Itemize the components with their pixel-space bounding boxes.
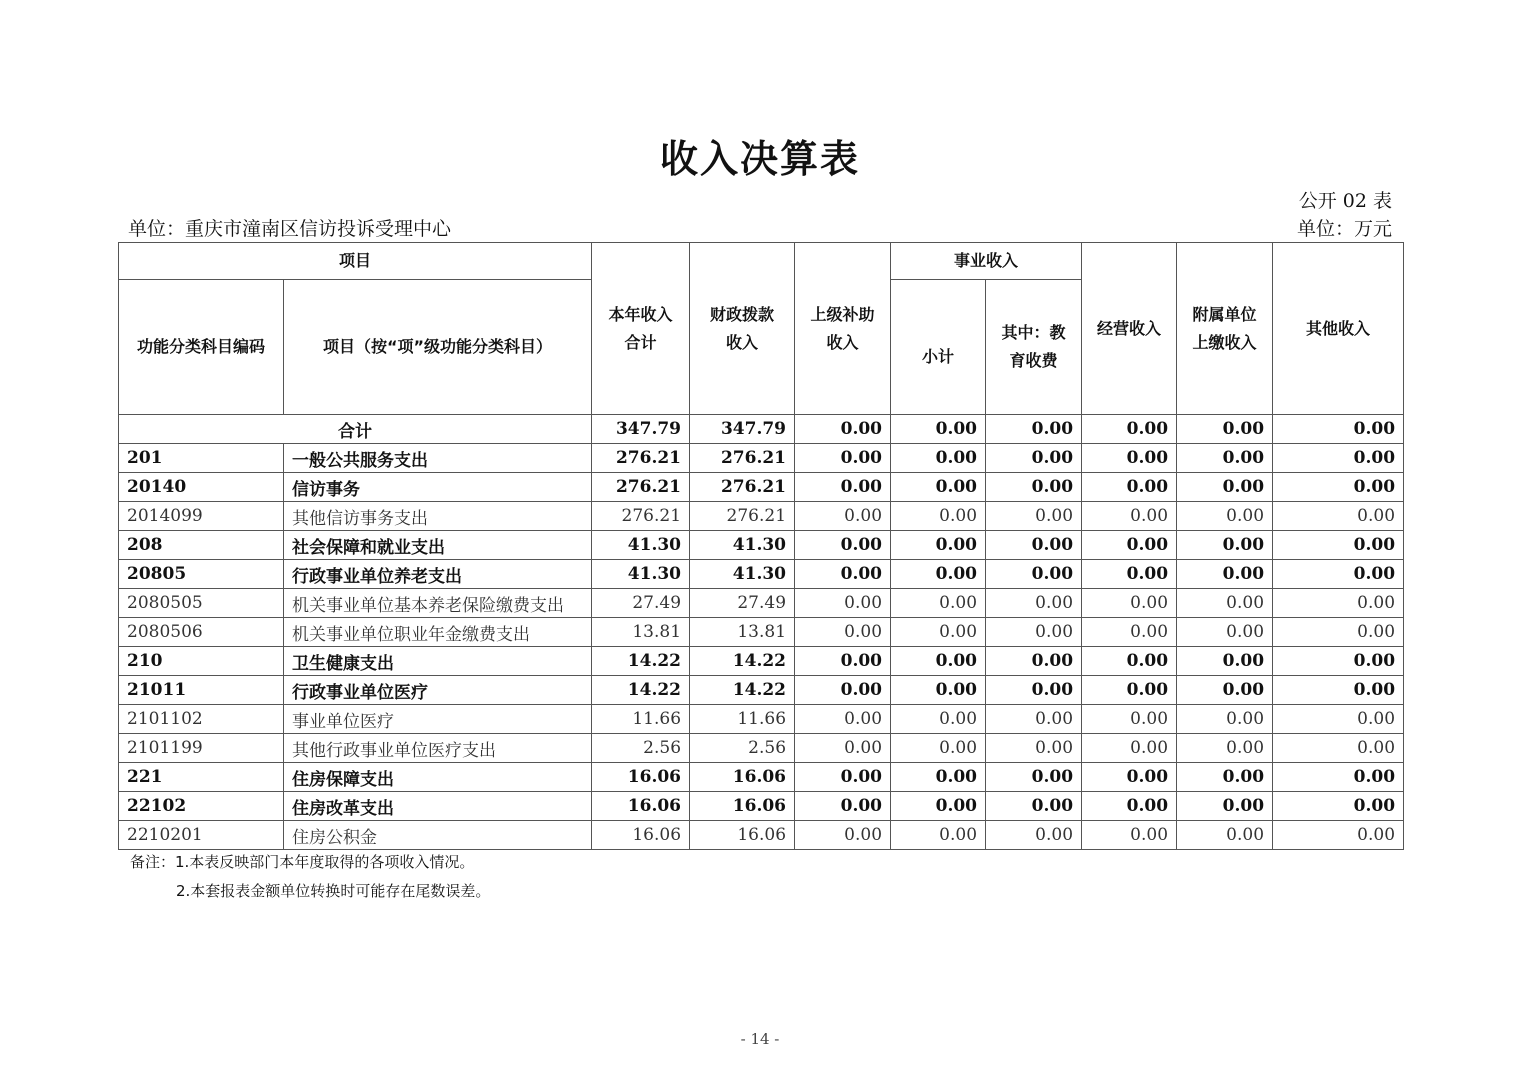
row-name: 住房改革支出: [284, 792, 592, 821]
table-row: [119, 589, 1404, 618]
page-number: - 14 -: [740, 1030, 780, 1048]
header-business-income: 事业收入: [891, 243, 1082, 280]
row-value: 0.00: [986, 676, 1082, 705]
total-cell: 347.79: [592, 415, 690, 444]
header-operating-income: 经营收入: [1082, 243, 1177, 415]
row-value: 0.00: [986, 705, 1082, 734]
footnote-2: 2.本套报表金额单位转换时可能存在尾数误差。: [176, 882, 491, 900]
row-value: 27.49: [592, 589, 690, 618]
row-name: 信访事务: [284, 473, 592, 502]
row-value: 16.06: [592, 821, 690, 850]
row-value: 0.00: [891, 618, 986, 647]
row-value: 0.00: [891, 444, 986, 473]
row-value: 276.21: [592, 502, 690, 531]
footnotes: [130, 848, 490, 906]
row-name: 一般公共服务支出: [284, 444, 592, 473]
row-value: 0.00: [986, 647, 1082, 676]
row-value: 276.21: [592, 473, 690, 502]
row-value: 0.00: [1177, 444, 1273, 473]
row-name: 其他信访事务支出: [284, 502, 592, 531]
row-value: 2.56: [592, 734, 690, 763]
row-value: 0.00: [1177, 705, 1273, 734]
row-code: 21011: [119, 676, 284, 705]
row-code: 22102: [119, 792, 284, 821]
row-value: 0.00: [891, 792, 986, 821]
page-title: 收入决算表: [659, 137, 860, 181]
table-row: [119, 502, 1404, 531]
row-value: 276.21: [690, 502, 795, 531]
table-row: [119, 444, 1404, 473]
income-table: [118, 242, 1404, 850]
row-value: 13.81: [592, 618, 690, 647]
row-value: 0.00: [891, 589, 986, 618]
row-value: 16.06: [690, 792, 795, 821]
row-value: 0.00: [891, 821, 986, 850]
row-value: 16.06: [690, 763, 795, 792]
table-row: [119, 618, 1404, 647]
row-code: 201: [119, 444, 284, 473]
row-value: 276.21: [592, 444, 690, 473]
table-row: [119, 531, 1404, 560]
row-value: 41.30: [592, 531, 690, 560]
row-code: 20140: [119, 473, 284, 502]
row-name: 卫生健康支出: [284, 647, 592, 676]
row-value: 0.00: [1177, 647, 1273, 676]
row-value: 14.22: [592, 676, 690, 705]
row-value: 0.00: [986, 531, 1082, 560]
row-value: 0.00: [986, 444, 1082, 473]
row-value: 0.00: [891, 705, 986, 734]
organization-unit: 单位：重庆市潼南区信访投诉受理中心: [128, 218, 452, 240]
total-cell: 0.00: [986, 415, 1082, 444]
row-value: 0.00: [1177, 792, 1273, 821]
header-total-income: 本年收入 合计: [592, 243, 690, 415]
row-value: 0.00: [795, 531, 891, 560]
row-value: 0.00: [891, 473, 986, 502]
header-code: 功能分类科目编码: [119, 280, 284, 415]
row-value: 0.00: [1273, 705, 1404, 734]
row-value: 0.00: [986, 821, 1082, 850]
row-code: 2014099: [119, 502, 284, 531]
row-value: 16.06: [592, 763, 690, 792]
table-row: [119, 763, 1404, 792]
row-value: 11.66: [592, 705, 690, 734]
table-row: [119, 792, 1404, 821]
row-value: 0.00: [1082, 647, 1177, 676]
row-code: 2210201: [119, 821, 284, 850]
total-cell: 0.00: [891, 415, 986, 444]
row-value: 0.00: [986, 502, 1082, 531]
row-value: 11.66: [690, 705, 795, 734]
row-value: 0.00: [1082, 444, 1177, 473]
row-value: 0.00: [1273, 763, 1404, 792]
row-value: 0.00: [1082, 618, 1177, 647]
row-value: 0.00: [1082, 502, 1177, 531]
row-code: 221: [119, 763, 284, 792]
total-cell: 0.00: [795, 415, 891, 444]
row-value: 0.00: [986, 473, 1082, 502]
row-value: 0.00: [795, 560, 891, 589]
row-value: 0.00: [1273, 647, 1404, 676]
row-value: 14.22: [690, 676, 795, 705]
row-value: 0.00: [1177, 763, 1273, 792]
row-value: 0.00: [1082, 763, 1177, 792]
row-code: 2101199: [119, 734, 284, 763]
total-label: 合计: [119, 415, 592, 444]
row-value: 0.00: [986, 560, 1082, 589]
row-value: 0.00: [1082, 705, 1177, 734]
row-value: 0.00: [1177, 734, 1273, 763]
row-value: 0.00: [795, 444, 891, 473]
row-name: 行政事业单位医疗: [284, 676, 592, 705]
row-name: 其他行政事业单位医疗支出: [284, 734, 592, 763]
row-name: 机关事业单位基本养老保险缴费支出: [284, 589, 592, 618]
row-value: 0.00: [1082, 560, 1177, 589]
total-cell: 0.00: [1177, 415, 1273, 444]
row-value: 0.00: [891, 647, 986, 676]
row-name: 事业单位医疗: [284, 705, 592, 734]
row-value: 0.00: [1273, 560, 1404, 589]
header-subtotal: 小计: [891, 280, 986, 415]
row-value: 0.00: [986, 734, 1082, 763]
row-value: 0.00: [1082, 531, 1177, 560]
row-code: 20805: [119, 560, 284, 589]
row-code: 2080505: [119, 589, 284, 618]
row-code: 2101102: [119, 705, 284, 734]
row-name: 机关事业单位职业年金缴费支出: [284, 618, 592, 647]
row-value: 0.00: [795, 589, 891, 618]
row-value: 0.00: [986, 589, 1082, 618]
row-code: 210: [119, 647, 284, 676]
row-code: 208: [119, 531, 284, 560]
row-value: 0.00: [891, 560, 986, 589]
row-value: 0.00: [1273, 792, 1404, 821]
header-superior-subsidy: 上级补助 收入: [795, 243, 891, 415]
row-value: 0.00: [891, 531, 986, 560]
row-value: 41.30: [690, 560, 795, 589]
row-value: 0.00: [1273, 618, 1404, 647]
row-name: 行政事业单位养老支出: [284, 560, 592, 589]
row-value: 0.00: [891, 763, 986, 792]
row-value: 0.00: [795, 792, 891, 821]
row-value: 0.00: [1082, 589, 1177, 618]
row-value: 0.00: [1082, 734, 1177, 763]
row-value: 0.00: [986, 763, 1082, 792]
header-other-income: 其他收入: [1273, 243, 1404, 415]
row-value: 276.21: [690, 473, 795, 502]
row-value: 0.00: [1082, 821, 1177, 850]
header-project: 项目: [119, 243, 592, 280]
total-row: [119, 415, 1404, 444]
row-value: 0.00: [1273, 734, 1404, 763]
row-name: 社会保障和就业支出: [284, 531, 592, 560]
table-row: [119, 560, 1404, 589]
row-value: 14.22: [690, 647, 795, 676]
header-fiscal-income: 财政拨款 收入: [690, 243, 795, 415]
table-row: [119, 821, 1404, 850]
row-value: 0.00: [1082, 473, 1177, 502]
row-value: 0.00: [795, 734, 891, 763]
row-value: 0.00: [795, 647, 891, 676]
row-value: 0.00: [1177, 531, 1273, 560]
row-value: 0.00: [891, 734, 986, 763]
row-value: 0.00: [1177, 618, 1273, 647]
row-name: 住房公积金: [284, 821, 592, 850]
row-value: 0.00: [1273, 502, 1404, 531]
row-code: 2080506: [119, 618, 284, 647]
row-value: 0.00: [1177, 676, 1273, 705]
row-value: 0.00: [986, 792, 1082, 821]
row-value: 0.00: [1177, 589, 1273, 618]
row-value: 0.00: [795, 618, 891, 647]
header-name: 项目（按“项”级功能分类科目）: [284, 280, 592, 415]
table-row: [119, 676, 1404, 705]
row-value: 0.00: [986, 618, 1082, 647]
row-value: 41.30: [592, 560, 690, 589]
row-value: 0.00: [891, 502, 986, 531]
row-name: 住房保障支出: [284, 763, 592, 792]
form-number: 公开 02 表: [1298, 190, 1392, 212]
row-value: 0.00: [1082, 676, 1177, 705]
row-value: 0.00: [1273, 676, 1404, 705]
total-cell: 347.79: [690, 415, 795, 444]
row-value: 0.00: [795, 705, 891, 734]
row-value: 0.00: [1177, 821, 1273, 850]
row-value: 0.00: [795, 821, 891, 850]
row-value: 0.00: [795, 473, 891, 502]
row-value: 0.00: [1177, 502, 1273, 531]
row-value: 2.56: [690, 734, 795, 763]
header-edu-fee: 其中：教 育收费: [986, 280, 1082, 415]
row-value: 276.21: [690, 444, 795, 473]
row-value: 0.00: [1177, 473, 1273, 502]
total-cell: 0.00: [1273, 415, 1404, 444]
currency-unit: 单位：万元: [1296, 218, 1392, 240]
row-value: 13.81: [690, 618, 795, 647]
row-value: 0.00: [891, 676, 986, 705]
row-value: 0.00: [1273, 473, 1404, 502]
table-row: [119, 647, 1404, 676]
table-row: [119, 473, 1404, 502]
row-value: 0.00: [1273, 821, 1404, 850]
row-value: 0.00: [1273, 444, 1404, 473]
row-value: 16.06: [592, 792, 690, 821]
table-row: [119, 734, 1404, 763]
row-value: 0.00: [795, 763, 891, 792]
row-value: 0.00: [795, 676, 891, 705]
row-value: 0.00: [1273, 531, 1404, 560]
row-value: 0.00: [795, 502, 891, 531]
row-value: 14.22: [592, 647, 690, 676]
table-row: [119, 705, 1404, 734]
total-cell: 0.00: [1082, 415, 1177, 444]
row-value: 0.00: [1082, 792, 1177, 821]
row-value: 0.00: [1177, 560, 1273, 589]
row-value: 0.00: [1273, 589, 1404, 618]
header-affiliated-income: 附属单位 上缴收入: [1177, 243, 1273, 415]
footnote-1: 备注：1.本表反映部门本年度取得的各项收入情况。: [130, 853, 475, 871]
row-value: 41.30: [690, 531, 795, 560]
row-value: 27.49: [690, 589, 795, 618]
row-value: 16.06: [690, 821, 795, 850]
